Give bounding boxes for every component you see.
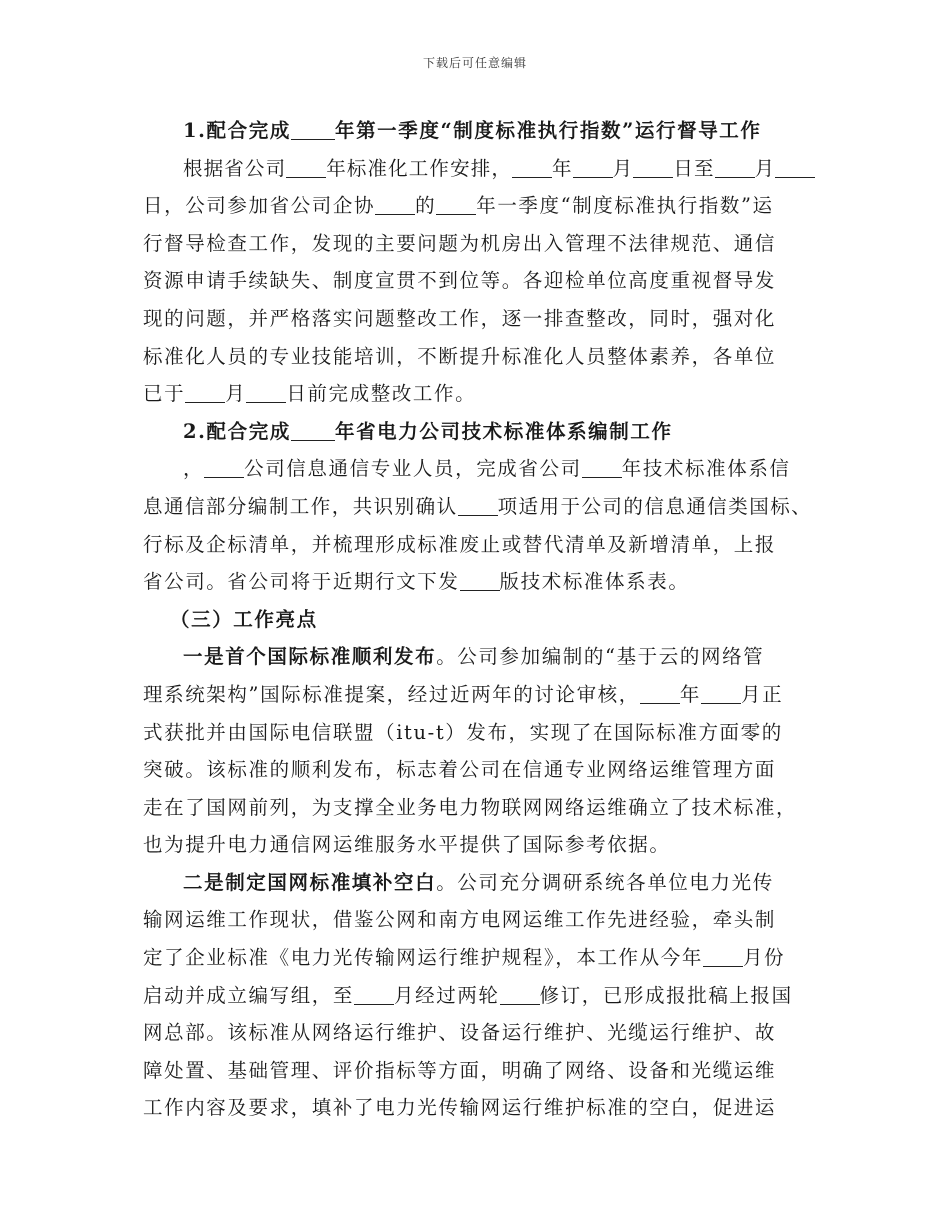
text-run: 月经过两轮 [394, 983, 500, 1007]
blank-field [204, 455, 244, 478]
text-run: 。公司充分调研系统各单位电力光传 [436, 870, 774, 894]
text-run: 月 [754, 156, 776, 180]
page-header: 下载后可任意编辑 [422, 56, 527, 70]
text-run: 日至 [673, 156, 715, 180]
text-run: 月 [612, 156, 634, 180]
text-run: 版技术标准体系表。 [499, 570, 690, 594]
blank-field [633, 155, 673, 178]
blank-field [185, 380, 225, 403]
blank-field [375, 192, 415, 215]
paragraph-line: 突破。该标准的顺利发布，标志着公司在信通专业网络运维管理方面 [143, 758, 777, 782]
blank-field [291, 117, 335, 140]
paragraph-line [143, 187, 813, 225]
bold-lead: 二是制定国网标准填补空白 [183, 870, 437, 894]
blank-field [458, 493, 498, 516]
section-heading-1 [143, 112, 813, 150]
document-body [143, 112, 813, 1127]
blank-field [640, 681, 680, 704]
text-run: 启动并成立编写组，至 [143, 983, 355, 1007]
paragraph-line: 式获批并由国际电信联盟（itu-t）发布，实现了在国际标准方面零的 [143, 720, 783, 744]
blank-field [354, 982, 394, 1005]
text-run: 项适用于公司的信息通信类国标、 [497, 494, 813, 518]
text-run: ， [183, 457, 205, 481]
text-run: 日前完成整改工作。 [286, 382, 477, 406]
text-run: 息通信部分编制工作，共识别确认 [143, 494, 458, 518]
blank-field [500, 982, 540, 1005]
blank-field [715, 155, 755, 178]
blank-field [246, 380, 286, 403]
paragraph-line [143, 150, 813, 188]
paragraph-line: 输网运维工作现状，借鉴公网和南方电网运维工作先进经验，牵头制 [143, 908, 777, 932]
paragraph-line [143, 375, 813, 413]
paragraph-line [143, 638, 813, 676]
heading-text: 年第一季度“制度标准执行指数”运行督导工作 [334, 119, 762, 142]
text-run: 年标准化工作安排， [326, 156, 513, 180]
section-heading-3: （三）工作亮点 [170, 607, 318, 631]
text-run: 根据省公司 [183, 156, 287, 180]
blank-field [291, 418, 335, 441]
text-run: 。公司参加编制的“基于云的网络管 [436, 645, 765, 669]
text-run: 修订，已形成报批稿上报国 [539, 983, 793, 1007]
paragraph-line: 障处置、基础管理、评价指标等方面，明确了网络、设备和光缆运维 [143, 1058, 777, 1082]
text-run: 日，公司参加省公司企协 [143, 194, 376, 218]
text-run: 公司信息通信专业人员，完成省公司 [244, 457, 582, 481]
paragraph-line: 现的问题，并严格落实问题整改工作，逐一排查整改，同时，强对化 [143, 306, 777, 330]
paragraph-line [143, 977, 813, 1015]
text-run: 的 [415, 194, 437, 218]
blank-field [286, 155, 326, 178]
blank-field [512, 155, 552, 178]
paragraph-line: 标准化人员的专业技能培训，不断提升标准化人员整体素养，各单位 [143, 344, 777, 368]
text-run: 已于 [143, 382, 186, 406]
text-run: 理系统架构”国际标准提案，经过近两年的讨论审核， [143, 682, 640, 706]
paragraph-line [143, 939, 813, 977]
paragraph-line [143, 563, 813, 601]
paragraph-line [143, 488, 813, 526]
paragraph-line [143, 864, 813, 902]
blank-field [573, 155, 613, 178]
blank-field [703, 944, 743, 967]
text-run: 月正 [740, 682, 784, 706]
heading-text: 2.配合完成 [183, 419, 291, 443]
bold-lead: 一是首个国际标准顺利发布 [183, 645, 437, 669]
blank-field [436, 192, 476, 215]
text-run: 月份 [742, 946, 786, 970]
paragraph-line: 网总部。该标准从网络运行维护、设备运行维护、光缆运行维护、故 [143, 1021, 777, 1045]
text-run: 年技术标准体系信 [621, 457, 791, 481]
paragraph-line: 行标及企标清单，并梳理形成标准废止或替代清单及新增清单，上报 [143, 532, 777, 556]
paragraph-line [143, 676, 813, 714]
text-run: 月 [225, 382, 247, 406]
paragraph-line [143, 450, 813, 488]
text-run: 年一季度“制度标准执行指数”运 [476, 194, 774, 218]
text-run: 年 [679, 682, 701, 706]
blank-field [701, 681, 741, 704]
text-run: 定了企业标准《电力光传输网运行维护规程》，本工作从今年 [143, 946, 703, 970]
blank-field [582, 455, 622, 478]
heading-text: 1.配合完成 [183, 119, 291, 142]
heading-text: 年省电力公司技术标准体系编制工作 [334, 419, 673, 443]
blank-field [775, 155, 815, 178]
paragraph-line: 走在了国网前列，为支撑全业务电力物联网网络运维确立了技术标准， [143, 795, 798, 819]
paragraph-line: 资源申请手续缺失、制度宣贯不到位等。各迎检单位高度重视督导发 [143, 269, 777, 293]
text-run: 省公司。省公司将于近期行文下发 [143, 570, 460, 594]
section-heading-2 [143, 413, 813, 451]
text-run: 年 [552, 156, 573, 180]
paragraph-line: 工作内容及要求，填补了电力光传输网运行维护标准的空白，促进运 [143, 1096, 777, 1120]
paragraph-line: 也为提升电力通信网运维服务水平提供了国际参考依据。 [143, 833, 671, 857]
paragraph-line: 行督导检查工作，发现的主要问题为机房出入管理不法律规范、通信 [143, 231, 777, 255]
blank-field [460, 568, 500, 591]
